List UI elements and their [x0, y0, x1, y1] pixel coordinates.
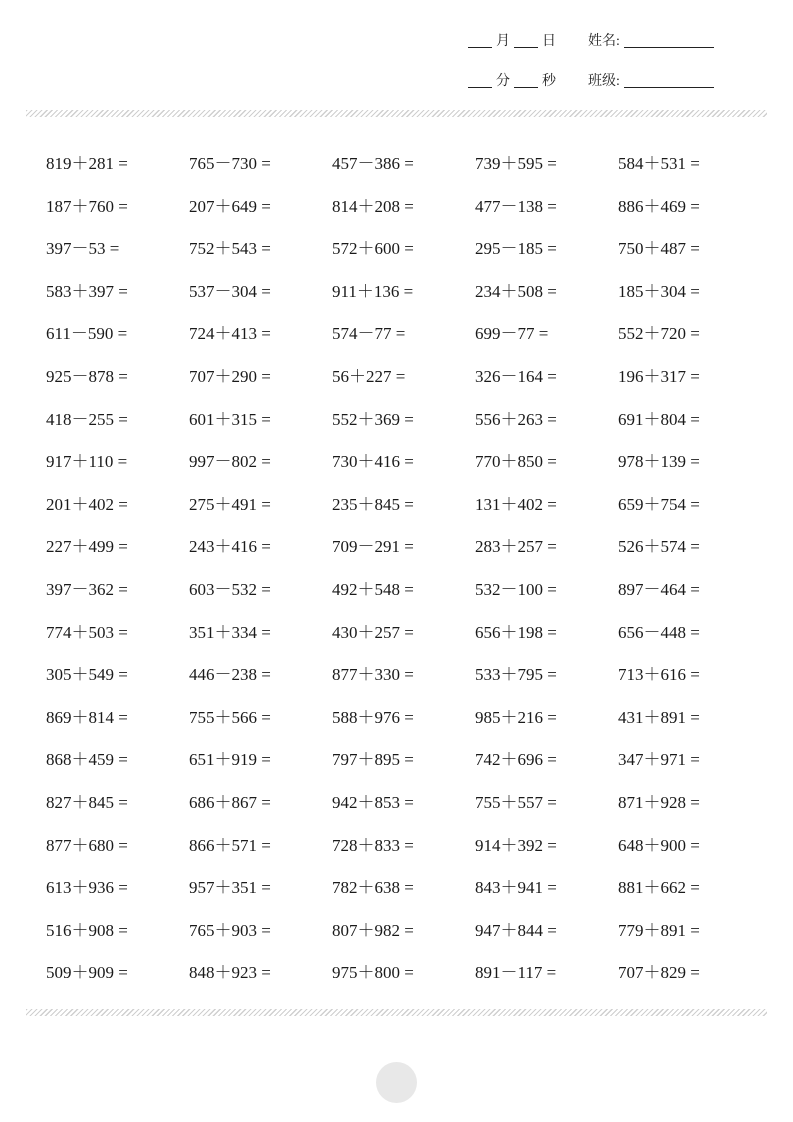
- problem-item: 730＋416 =: [332, 452, 414, 472]
- problem-item: 897－464 =: [618, 579, 700, 599]
- problem-item: 509＋909 =: [46, 963, 128, 983]
- problem-item: 869＋814 =: [46, 707, 128, 727]
- problem-item: 601＋315 =: [189, 409, 271, 429]
- problem-item: 207＋649 =: [189, 196, 271, 216]
- problem-item: 196＋317 =: [618, 366, 700, 386]
- problem-item: 305＋549 =: [46, 665, 128, 685]
- problem-row: [46, 697, 761, 740]
- problem-item: 526＋574 =: [618, 537, 700, 557]
- problem-item: 814＋208 =: [332, 196, 414, 216]
- problem-item: 397－362 =: [46, 579, 128, 599]
- problem-item: 584＋531 =: [618, 154, 700, 173]
- problem-item: 770＋850 =: [475, 452, 557, 472]
- problem-item: 947＋844 =: [475, 920, 557, 940]
- problem-item: 656＋198 =: [475, 622, 557, 642]
- problem-item: 709－291 =: [332, 537, 414, 557]
- problem-item: 533＋795 =: [475, 665, 557, 685]
- time-line: [464, 72, 556, 92]
- problem-item: 537－304 =: [189, 281, 271, 301]
- problem-item: 131＋402 =: [475, 494, 557, 514]
- problem-row: [46, 484, 761, 527]
- problem-item: 877＋680 =: [46, 835, 128, 855]
- problem-item: 446－238 =: [189, 665, 271, 685]
- problem-item: 975＋800 =: [332, 963, 414, 983]
- class-blank[interactable]: [624, 87, 714, 88]
- problem-row: [46, 143, 761, 186]
- problem-item: 185＋304 =: [618, 281, 700, 301]
- problem-item: 819＋281 =: [46, 154, 128, 173]
- problem-row: [46, 441, 761, 484]
- problem-item: 871＋928 =: [618, 792, 700, 812]
- problem-row: [46, 867, 761, 910]
- problem-item: 807＋982 =: [332, 920, 414, 940]
- problem-item: 728＋833 =: [332, 835, 414, 855]
- class-line: [588, 72, 718, 92]
- problem-item: 877＋330 =: [332, 665, 414, 685]
- problem-item: 713＋616 =: [618, 665, 700, 685]
- problem-row: [46, 569, 761, 612]
- problem-row: [46, 228, 761, 271]
- name-line: [588, 32, 718, 52]
- problem-item: 651＋919 =: [189, 750, 271, 770]
- month-label: 月: [496, 34, 510, 49]
- problem-item: 752＋543 =: [189, 239, 271, 259]
- problem-item: 611－590 =: [46, 324, 128, 344]
- problem-item: 516＋908 =: [46, 920, 128, 940]
- problem-item: 492＋548 =: [332, 579, 414, 599]
- page-indicator: [376, 1062, 417, 1103]
- problem-item: 588＋976 =: [332, 707, 414, 727]
- problem-item: 914＋392 =: [475, 835, 557, 855]
- problem-row: [46, 825, 761, 868]
- problem-item: 283＋257 =: [475, 537, 557, 557]
- problem-item: 881＋662 =: [618, 878, 700, 898]
- problem-item: 56＋227 =: [332, 366, 406, 386]
- problem-item: 911＋136 =: [332, 281, 414, 301]
- problem-item: 707＋290 =: [189, 366, 271, 386]
- problem-item: 552＋369 =: [332, 409, 414, 429]
- problem-item: 235＋845 =: [332, 494, 414, 514]
- problem-item: 583＋397 =: [46, 281, 128, 301]
- problem-item: 886＋469 =: [618, 196, 700, 216]
- problem-item: 827＋845 =: [46, 792, 128, 812]
- problem-item: 917＋110 =: [46, 452, 128, 472]
- problem-row: [46, 910, 761, 953]
- problem-item: 201＋402 =: [46, 494, 128, 514]
- problem-item: 699－77 =: [475, 324, 549, 344]
- problem-item: 572＋600 =: [332, 239, 414, 259]
- problem-item: 848＋923 =: [189, 963, 271, 983]
- problem-item: 765－730 =: [189, 154, 271, 173]
- problem-item: 397－53 =: [46, 239, 120, 259]
- second-label: 秒: [542, 74, 556, 89]
- problem-row: [46, 739, 761, 782]
- problem-item: 457－386 =: [332, 154, 414, 173]
- problem-item: 295－185 =: [475, 239, 557, 259]
- problem-row: [46, 356, 761, 399]
- problem-row: [46, 654, 761, 697]
- minute-label: 分: [496, 74, 510, 89]
- problem-item: 782＋638 =: [332, 878, 414, 898]
- problem-item: 477－138 =: [475, 196, 557, 216]
- day-blank[interactable]: [514, 47, 538, 48]
- name-blank[interactable]: [624, 47, 714, 48]
- worksheet-header: [0, 0, 793, 110]
- problem-item: 942＋853 =: [332, 792, 414, 812]
- problem-item: 742＋696 =: [475, 750, 557, 770]
- problem-item: 431＋891 =: [618, 707, 700, 727]
- problem-item: 556＋263 =: [475, 409, 557, 429]
- problem-item: 659＋754 =: [618, 494, 700, 514]
- problem-item: 724＋413 =: [189, 324, 271, 344]
- problem-item: 750＋487 =: [618, 239, 700, 259]
- problem-item: 755＋566 =: [189, 707, 271, 727]
- problem-item: 925－878 =: [46, 366, 128, 386]
- class-label: 班级:: [588, 74, 620, 89]
- problem-item: 997－802 =: [189, 452, 271, 472]
- second-blank[interactable]: [514, 87, 538, 88]
- problem-item: 978＋139 =: [618, 452, 700, 472]
- problem-item: 866＋571 =: [189, 835, 271, 855]
- problem-item: 707＋829 =: [618, 963, 700, 983]
- problem-item: 234＋508 =: [475, 281, 557, 301]
- problem-item: 686＋867 =: [189, 792, 271, 812]
- problem-item: 613＋936 =: [46, 878, 128, 898]
- problem-item: 765＋903 =: [189, 920, 271, 940]
- problem-item: 326－164 =: [475, 366, 557, 386]
- problem-row: [46, 526, 761, 569]
- problem-item: 574－77 =: [332, 324, 406, 344]
- problem-item: 187＋760 =: [46, 196, 128, 216]
- day-label: 日: [542, 34, 556, 49]
- problem-row: [46, 612, 761, 655]
- problem-item: 868＋459 =: [46, 750, 128, 770]
- problem-item: 739＋595 =: [475, 154, 557, 173]
- problem-item: 648＋900 =: [618, 835, 700, 855]
- problem-row: [46, 186, 761, 229]
- problem-row: [46, 271, 761, 314]
- top-hatched-divider: [26, 110, 767, 117]
- problem-item: 351＋334 =: [189, 622, 271, 642]
- bottom-hatched-divider: [26, 1009, 767, 1016]
- problem-item: 891－117 =: [475, 963, 557, 983]
- problem-item: 347＋971 =: [618, 750, 700, 770]
- problem-item: 603－532 =: [189, 579, 271, 599]
- problem-item: 552＋720 =: [618, 324, 700, 344]
- problem-item: 227＋499 =: [46, 537, 128, 557]
- problem-item: 418－255 =: [46, 409, 128, 429]
- date-line: [464, 32, 556, 52]
- problem-item: 243＋416 =: [189, 537, 271, 557]
- month-blank[interactable]: [468, 47, 492, 48]
- problem-item: 656－448 =: [618, 622, 700, 642]
- problem-row: [46, 782, 761, 825]
- problem-row: [46, 952, 761, 995]
- problem-item: 691＋804 =: [618, 409, 700, 429]
- problem-item: 774＋503 =: [46, 622, 128, 642]
- problem-item: 843＋941 =: [475, 878, 557, 898]
- problem-item: 985＋216 =: [475, 707, 557, 727]
- problem-item: 797＋895 =: [332, 750, 414, 770]
- problem-row: [46, 313, 761, 356]
- problem-item: 779＋891 =: [618, 920, 700, 940]
- problem-row: [46, 399, 761, 442]
- minute-blank[interactable]: [468, 87, 492, 88]
- problem-item: 275＋491 =: [189, 494, 271, 514]
- problem-item: 532－100 =: [475, 579, 557, 599]
- name-label: 姓名:: [588, 34, 620, 49]
- problem-item: 755＋557 =: [475, 792, 557, 812]
- problem-item: 957＋351 =: [189, 878, 271, 898]
- problem-item: 430＋257 =: [332, 622, 414, 642]
- problem-grid: [46, 143, 761, 995]
